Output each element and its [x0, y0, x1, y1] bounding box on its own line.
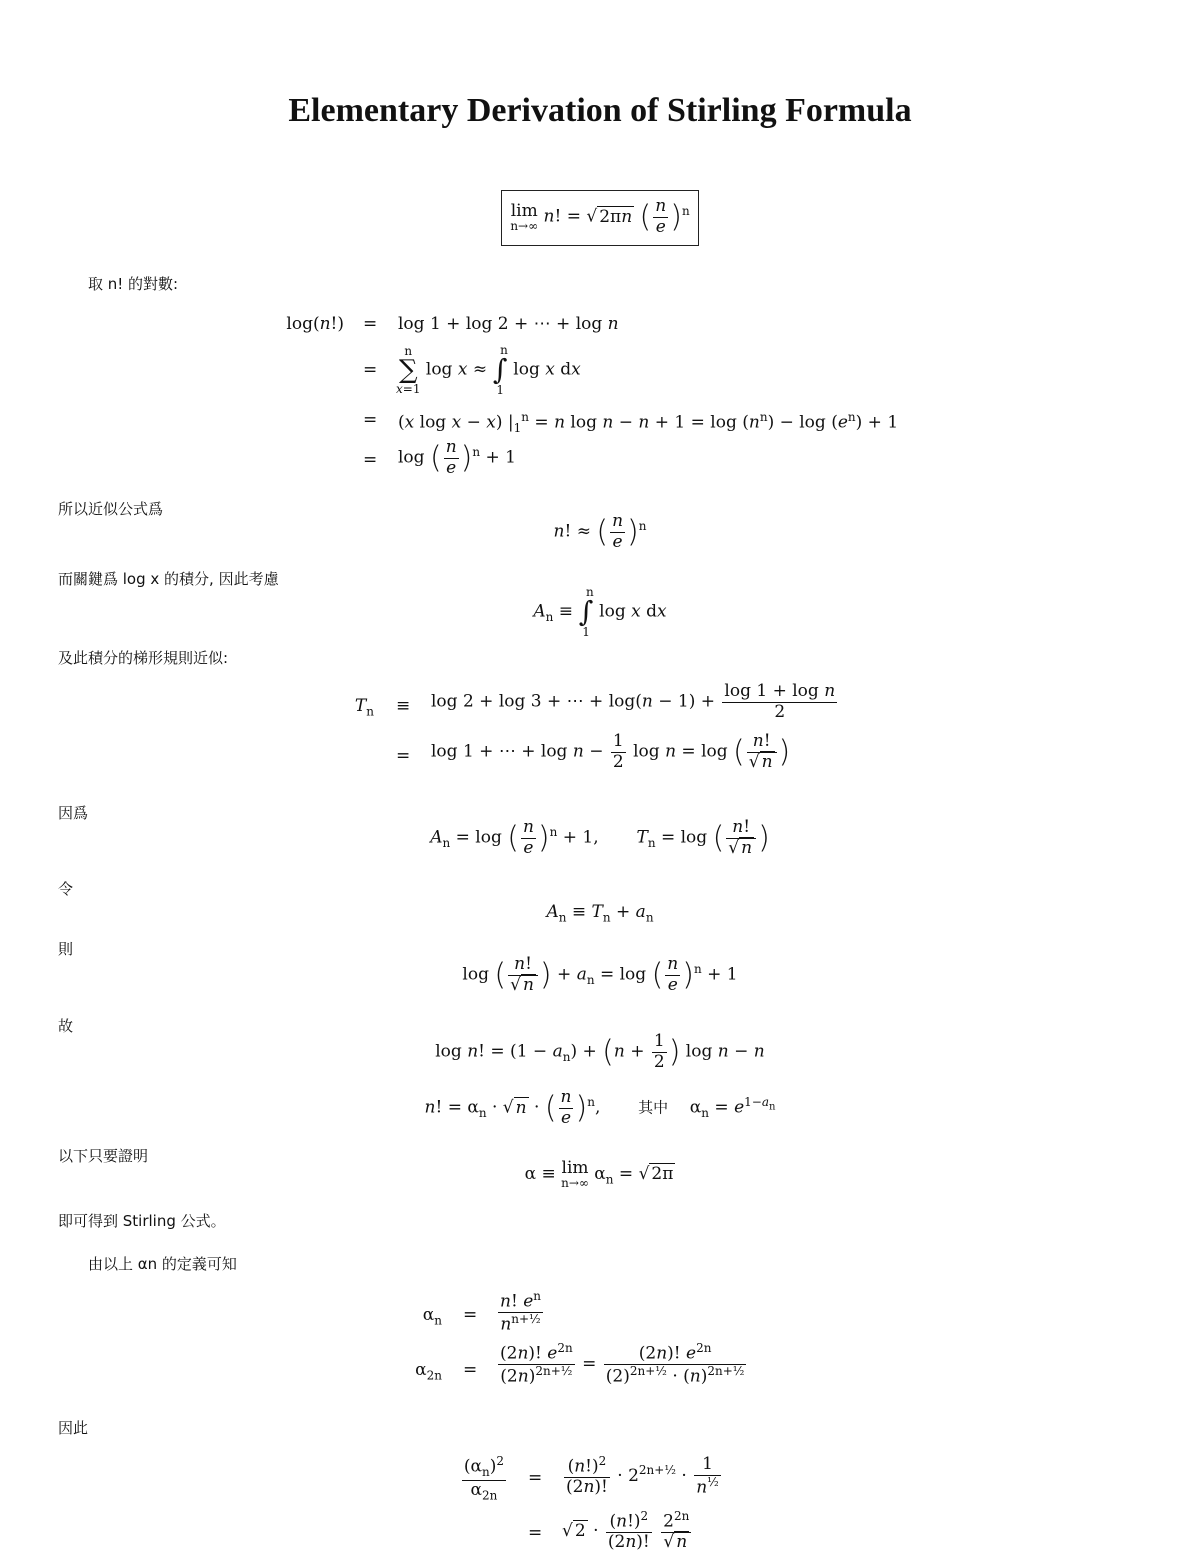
page-title: Elementary Derivation of Stirling Formula — [288, 92, 912, 129]
text-where: 其中 — [638, 1098, 669, 1117]
eq-alpha-ratio-expr: $\frac{(n!)^2}{(2n)!}$ · $2^{2n+\frac{1}{2}}$ · $\frac{1}{n^{\frac{1}{2}}}$ — [566, 1454, 719, 1498]
text-approx-formula: 所以近似公式爲 — [58, 500, 164, 518]
text-trapezoid: 及此積分的梯形規則近似: — [58, 649, 229, 667]
eq-lhs-log-nfact: log(n!) — [286, 314, 344, 334]
eq-log-sum: log 1 + log 2 + ⋯ + log n — [398, 314, 619, 334]
eq-nfact-alpha: n! = $\alpha_n$ · √ n · ( $\frac{n}{e}$ )$^n$, 其中 $\alpha_n = e^{1-a_n}$ — [424, 1087, 776, 1128]
eq-equals: = — [463, 1305, 478, 1325]
eq-equals: = — [396, 746, 411, 766]
eq-An-definition: $A_n$ ≡ n ∫ 1 log x dx — [533, 585, 667, 639]
eq-alpha-n-expr: $\frac{n! e^n}{n^{n+\frac{1}{2}}}$ — [500, 1289, 541, 1335]
eq-lhs-alpha-ratio: $\frac{(\alpha_n)^2}{\alpha_{2n}}$ — [463, 1454, 504, 1503]
eq-log-relation: log ( $\frac{n!}{√ n}$ ) + $a_n = \log$ ( $\frac{n}{e}$ )$^n$ + 1 — [462, 954, 738, 995]
eq-lhs-alpha-n: $\alpha_n$ — [422, 1305, 442, 1328]
eq-n-fact-approx: n! ≈ ( $\frac{n}{e}$ )$^n$ — [553, 511, 647, 552]
eq-An-Tn: $A_n = \log$ ( $\frac{n}{e}$ )$^n$ + 1, $T_n = \log$ ( $\frac{n!}{√ n}$ ) — [430, 817, 770, 858]
eq-alpha-2n-expr: $\frac{(2n)! e^{2n}}{(2n)^{2n+\frac{1}{2}}}$ = $\frac{(2n)! e^{2n}}{(2)^{2n+\frac{1}{2}} \cdot (n)^{2n+\frac{1}{2}}}$ — [500, 1341, 745, 1387]
text-stirling-result: 即可得到 Stirling 公式。 — [58, 1212, 226, 1230]
text-let: 令 — [58, 880, 74, 898]
eq-equals: = — [363, 410, 378, 430]
eq-equals: = — [363, 360, 378, 380]
eq-equals: = — [363, 450, 378, 470]
eq-An-equals-Tn-plus-an: $A_n \equiv T_n + a_n$ — [546, 902, 654, 925]
text-hence: 因此 — [58, 1419, 89, 1437]
eq-evaluated-integral: (x log x − x) $|_1^n = n$ $\log n - n + 1 = \log (n^n) - \log (e^n) + 1$ — [398, 410, 899, 436]
text-take-log: 取 n! 的對數: — [88, 275, 179, 293]
eq-log-ratio: log ( $\frac{n}{e}$ )$^n$ + 1 — [398, 437, 516, 478]
eq-equals: = — [528, 1468, 543, 1488]
eq-Tn-trapezoid: log 2 + log 3 + ⋯ + log(n − 1) + $\frac{\text{log 1 + log n}}{2}$ — [431, 681, 836, 722]
text-alpha-definition: 由以上 αn 的定義可知 — [88, 1255, 237, 1273]
text-key-integral: 而關鍵爲 log x 的積分, 因此考慮 — [58, 570, 279, 588]
eq-alpha-ratio-simplified: √ 2 · $\frac{(n!)^2}{(2n)!}$ $\frac{2^{2n}}{√ n}$ — [562, 1509, 690, 1553]
eq-Tn-simplified: log 1 + ⋯ + log n − $\frac{1}{2}$ log n = log ( $\frac{n!}{√ n}$ ) — [431, 731, 791, 772]
text-only-prove: 以下只要證明 — [58, 1147, 149, 1165]
text-therefore: 故 — [58, 1017, 74, 1035]
eq-equiv: ≡ — [396, 696, 411, 716]
eq-lhs-alpha-2n: $\alpha_{2n}$ — [415, 1360, 442, 1383]
eq-sum-integral: n ∑ x=1 log x ≈ n ∫ 1 log x dx — [396, 343, 581, 397]
eq-equals: = — [363, 314, 378, 334]
eq-equals: = — [463, 1360, 478, 1380]
eq-alpha-limit: α ≡ lim n→∞ $\alpha_n$ = √ 2π — [524, 1158, 674, 1190]
eq-log-nfact: log n! = $(1 - a_n) + (n$ + $\frac{1}{2}$ ) log n − n — [435, 1031, 765, 1072]
text-then: 則 — [58, 940, 74, 958]
eq-lhs-Tn: $T_n$ — [354, 696, 374, 719]
text-because: 因爲 — [58, 804, 89, 822]
stirling-boxed-formula: lim n→∞ n! = √ 2πn ( $\frac{n}{e}$ )$^n$ — [0, 190, 1200, 246]
eq-equals: = — [528, 1523, 543, 1543]
